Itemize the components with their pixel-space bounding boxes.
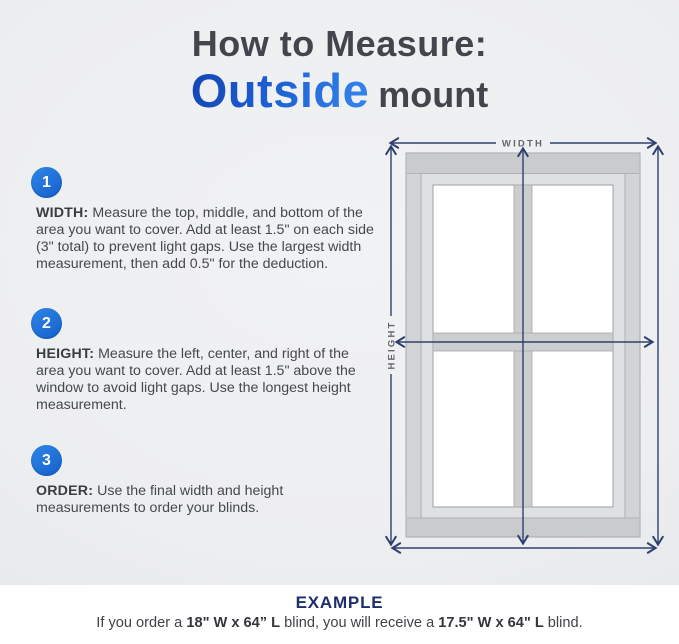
example-footer — [0, 585, 679, 644]
step-1-body: Measure the top, middle, and bottom of the area you want to cover. Add at least 1.5" on each side (3" total) to prevent light gaps. Use the largest width measurement, then add 0.5" for the deduction. — [36, 205, 374, 272]
step-1-text — [36, 205, 381, 273]
step-3-body: Use the final width and height measurements to order your blinds. — [36, 483, 284, 516]
height-arrow-label: HEIGHT — [386, 320, 398, 370]
step-1 — [31, 167, 383, 273]
step-1-label: WIDTH: — [36, 205, 89, 221]
title-mount-word: mount — [378, 73, 489, 115]
title-outside-word: Outside — [190, 63, 370, 117]
step-2-text — [36, 346, 381, 414]
example-sentence — [0, 615, 679, 631]
step-3-number-badge: 3 — [31, 445, 62, 476]
step-2-number-badge: 2 — [31, 308, 62, 339]
step-1-number-badge: 1 — [31, 167, 62, 198]
step-2 — [31, 308, 383, 414]
step-2-body: Measure the left, center, and right of the area you want to cover. Add at least 1.5" above the window to avoid light gaps. Use the longest height measurement. — [36, 346, 356, 413]
example-received-size: 17.5" W x 64" L — [438, 615, 544, 631]
example-prefix: If you order a — [96, 615, 187, 631]
example-middle: blind, you will receive a — [280, 615, 439, 631]
title-line2 — [0, 65, 679, 117]
example-suffix: blind. — [543, 615, 583, 631]
page-title — [0, 24, 679, 116]
example-ordered-size: 18" W x 64” L — [186, 615, 281, 631]
step-3-text — [36, 483, 381, 517]
step-2-label: HEIGHT: — [36, 346, 95, 362]
step-3 — [31, 445, 383, 517]
window-measure-diagram — [385, 130, 679, 560]
width-arrow-label: WIDTH — [501, 138, 545, 150]
title-line1: How to Measure: — [191, 23, 488, 64]
step-3-label: ORDER: — [36, 483, 94, 499]
example-heading: EXAMPLE — [295, 593, 384, 612]
